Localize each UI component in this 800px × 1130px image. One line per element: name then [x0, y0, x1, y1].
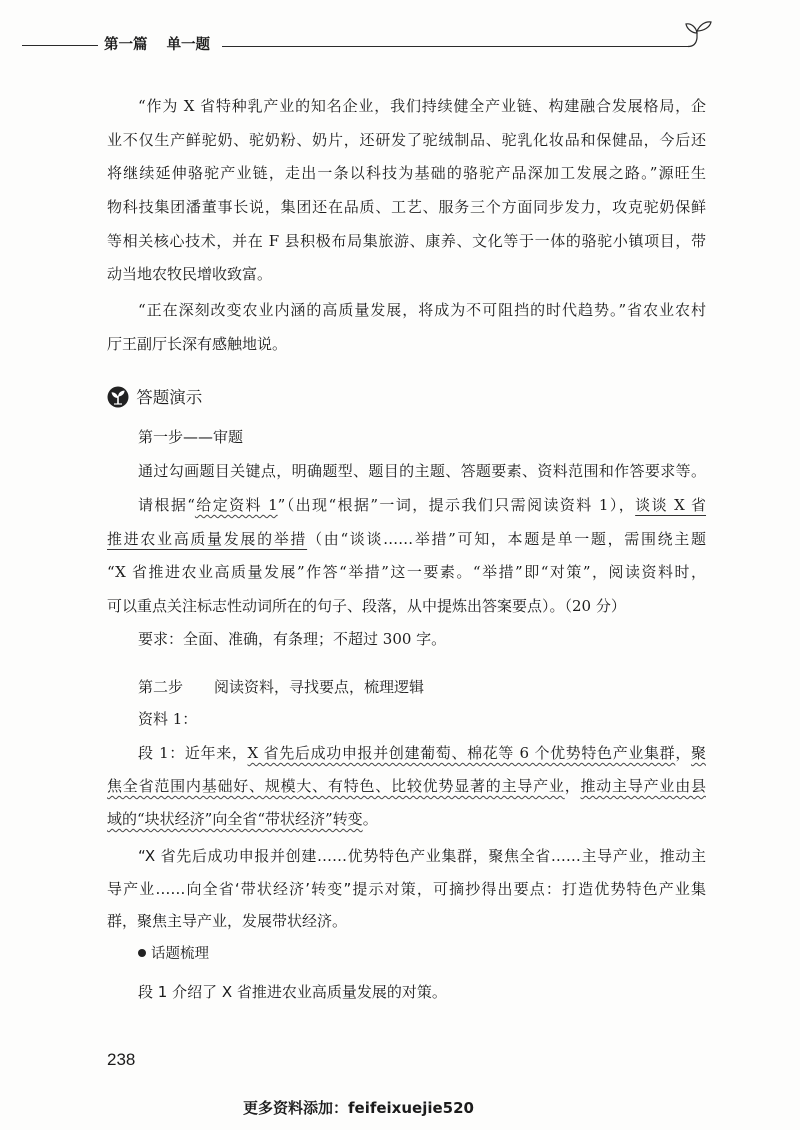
text-segment: ，	[564, 777, 581, 795]
answer-demo-heading	[107, 381, 202, 415]
footer-note: 更多资料添加：feifeixuejie520	[243, 1099, 474, 1117]
text-line	[107, 556, 706, 590]
text-line: “正在深刻改变农业内涵的高质量发展，将成为不可阻挡的时代趋势。”省农业农村	[138, 301, 706, 319]
text-line	[107, 938, 706, 972]
topic-title: 话题梳理	[151, 946, 209, 962]
requirement	[107, 623, 706, 657]
key-phrase: 推进农业高质量发展的举措	[107, 529, 308, 548]
text-line: 导产业……向全省‘带状经济’转变”提示对策，可摘抄得出要点：打造优势特色产业集	[107, 879, 706, 898]
step1-title: 第一步——审题	[138, 428, 244, 446]
step2-heading	[107, 671, 706, 705]
source-paragraph	[107, 737, 706, 836]
header-rule-right	[222, 46, 688, 47]
running-header	[104, 31, 210, 59]
question-paragraph	[107, 489, 706, 624]
text-line	[107, 671, 706, 705]
text-segment: 可以重点关注标志性动词所在的句子、段落，从中提炼出答案要点）。（20 分）	[107, 597, 626, 616]
text-line	[107, 489, 706, 523]
answer-demo-title: 答题演示	[136, 388, 203, 407]
sprout-icon	[672, 18, 720, 52]
text-segment: 。	[362, 810, 378, 828]
key-phrase: 推动主导产业由县	[580, 777, 706, 795]
text-segment: 段 1：近年来，	[138, 744, 248, 762]
step2-label: 第二步	[138, 678, 184, 696]
header-rule-left	[22, 45, 98, 46]
text-line: “作为 X 省特种乳产业的知名企业，我们持续健全产业链、构建融合发展格局，企	[138, 97, 706, 115]
text-line: 资料 1：	[138, 710, 198, 728]
text-line: 物科技集团潘董事长说，集团还在品质、工艺、服务三个方面同步发力，攻克驼奶保鲜	[107, 198, 706, 217]
material-paragraph	[107, 90, 706, 292]
bullet-icon	[138, 949, 146, 957]
text-line: 要求：全面、准确，有条理；不超过 300 字。	[138, 630, 447, 648]
key-phrase: 谈谈 X 省	[635, 496, 707, 514]
text-line: “X 省先后成功申报并创建……优势特色产业集群，聚焦全省……主导产业，推动主	[138, 847, 706, 865]
step1-heading	[107, 421, 706, 455]
text-segment: “X 省推进农业高质量发展”作答“举措”这一要素。“举措”即“对策”，阅读资料时，	[107, 563, 706, 582]
text-segment: ，	[675, 744, 691, 762]
text-segment: （由“谈谈……举措”可知，本题是单一题，需围绕主题	[307, 529, 706, 548]
source-label	[107, 703, 706, 737]
text-line	[107, 770, 706, 803]
text-line: 等相关核心技术，并在 F 县积极布局集旅游、康养、文化等于一体的骆驼小镇项目，带	[107, 231, 706, 250]
key-phrase: 给定资料 1	[194, 496, 278, 514]
text-line: 将继续延伸骆驼产业链，走出一条以科技为基础的骆驼产品深加工发展之路。”源旺生	[107, 164, 706, 183]
topic-summary	[107, 976, 706, 1010]
text-line: 通过勾画题目关键点，明确题型、题目的主题、答题要素、资料范围和作答要求等。	[138, 462, 706, 480]
section-label: 单一题	[166, 37, 211, 53]
key-phrase: 焦全省范围内基础好、规模大、有特色、比较优势显著的主导产业	[107, 777, 565, 795]
analysis-paragraph	[107, 840, 706, 938]
step1-intro	[107, 455, 706, 489]
part-label: 第一篇	[104, 37, 148, 53]
key-phrase: 聚	[690, 744, 706, 762]
text-segment: ”（出现“根据”一词，提示我们只需阅读资料 1），	[277, 496, 636, 514]
text-line	[107, 590, 706, 624]
sprout-badge-icon	[107, 386, 129, 408]
text-line: 厅王副厅长深有感触地说。	[107, 334, 288, 353]
text-segment: 请根据“	[138, 496, 195, 514]
topic-heading	[107, 938, 706, 972]
text-line: 动当地农牧民增收致富。	[107, 265, 273, 284]
text-line	[107, 523, 706, 557]
text-line	[107, 803, 706, 836]
text-line	[107, 737, 706, 770]
text-line: 业不仅生产鲜驼奶、驼奶粉、奶片，还研发了驼绒制品、驼乳化妆品和保健品，今后还	[107, 130, 706, 149]
key-phrase: X 省先后成功申报并创建葡萄、棉花等 6 个优势特色产业集群	[247, 744, 676, 762]
page-number: 238	[107, 1050, 136, 1069]
step2-title: 阅读资料，寻找要点，梳理逻辑	[214, 678, 425, 696]
key-phrase: 域的“块状经济”向全省“带状经济”转变	[107, 810, 363, 828]
material-paragraph	[107, 294, 706, 361]
text-line: 群，聚焦主导产业，发展带状经济。	[107, 912, 348, 931]
text-line: 段 1 介绍了 X 省推进农业高质量发展的对策。	[138, 983, 447, 1001]
